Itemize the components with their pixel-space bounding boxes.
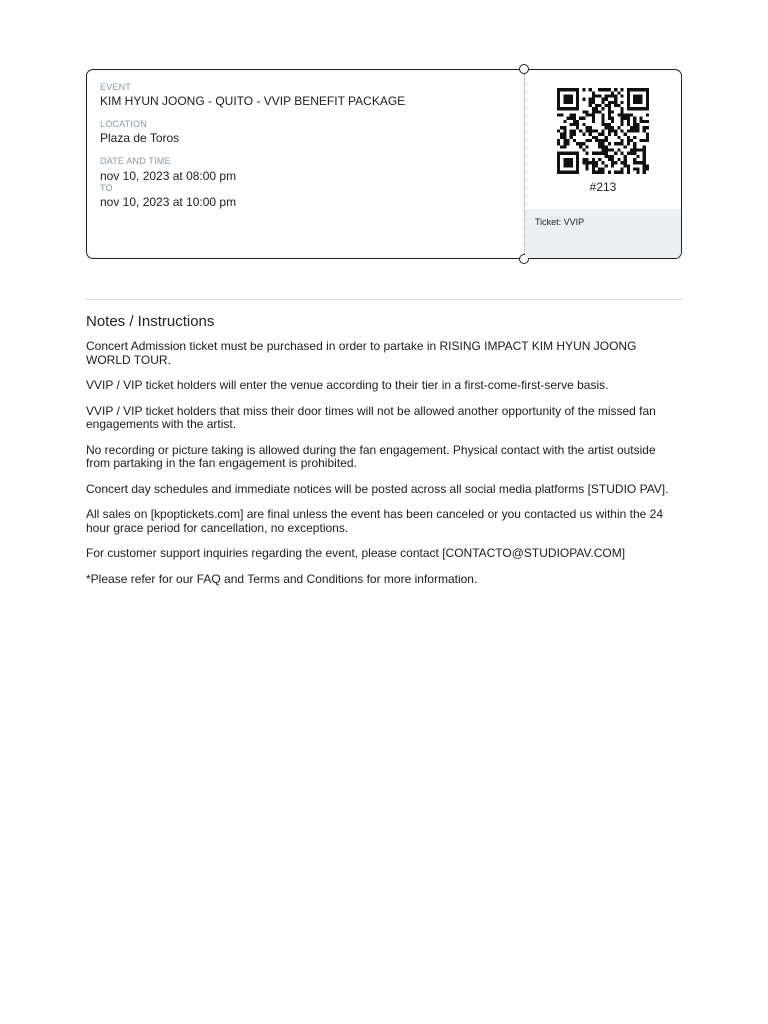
note-item: *Please refer for our FAQ and Terms and Conditions for more information. (86, 571, 478, 586)
note-item: For customer support inquiries regarding the event, please contact [CONTACTO@STUDIOPAV.COM] (86, 546, 626, 560)
ticket-type-panel (525, 209, 681, 258)
qr-code-icon (557, 88, 649, 174)
start-datetime: nov 10, 2023 at 08:00 pm (100, 169, 237, 183)
notes-list (86, 340, 680, 598)
end-datetime: nov 10, 2023 at 10:00 pm (100, 195, 237, 209)
to-label: TO (100, 183, 113, 193)
ticket-card (86, 69, 682, 259)
event-name: KIM HYUN JOONG - QUITO - VVIP BENEFIT PACKAGE (100, 94, 406, 108)
section-divider (86, 299, 682, 300)
event-label: EVENT (100, 82, 132, 92)
location-value: Plaza de Toros (100, 131, 180, 145)
note-item: VVIP / VIP ticket holders will enter the venue according to their tier in a first-come-first-serve basis. (86, 378, 609, 392)
note-item: Concert Admission ticket must be purchased in order to partake in RISING IMPACT KIM HYUN JOONG WORLD TOUR. (86, 339, 637, 367)
notes-title: Notes / Instructions (86, 313, 215, 330)
datetime-label: DATE AND TIME (100, 156, 171, 166)
ticket-details (87, 70, 524, 258)
ticket-type: Ticket: VVIP (535, 217, 585, 227)
note-item: No recording or picture taking is allowed during the fan engagement. Physical contact with the artist outside from partaking in the fan engagement is prohibited. (86, 442, 656, 470)
note-item: VVIP / VIP ticket holders that miss their door times will not be allowed another opportunity of the missed fan engagements with the artist. (86, 403, 656, 431)
note-item: All sales on [kpoptickets.com] are final unless the event has been canceled or you contacted us within the 24 hour grace period for cancellation, no exceptions. (86, 507, 664, 535)
note-item: Concert day schedules and immediate notices will be posted across all social media platforms [STUDIO PAV]. (86, 481, 669, 496)
ticket-stub (525, 70, 681, 258)
location-label: LOCATION (100, 119, 147, 129)
ticket-number: #213 (589, 180, 617, 194)
